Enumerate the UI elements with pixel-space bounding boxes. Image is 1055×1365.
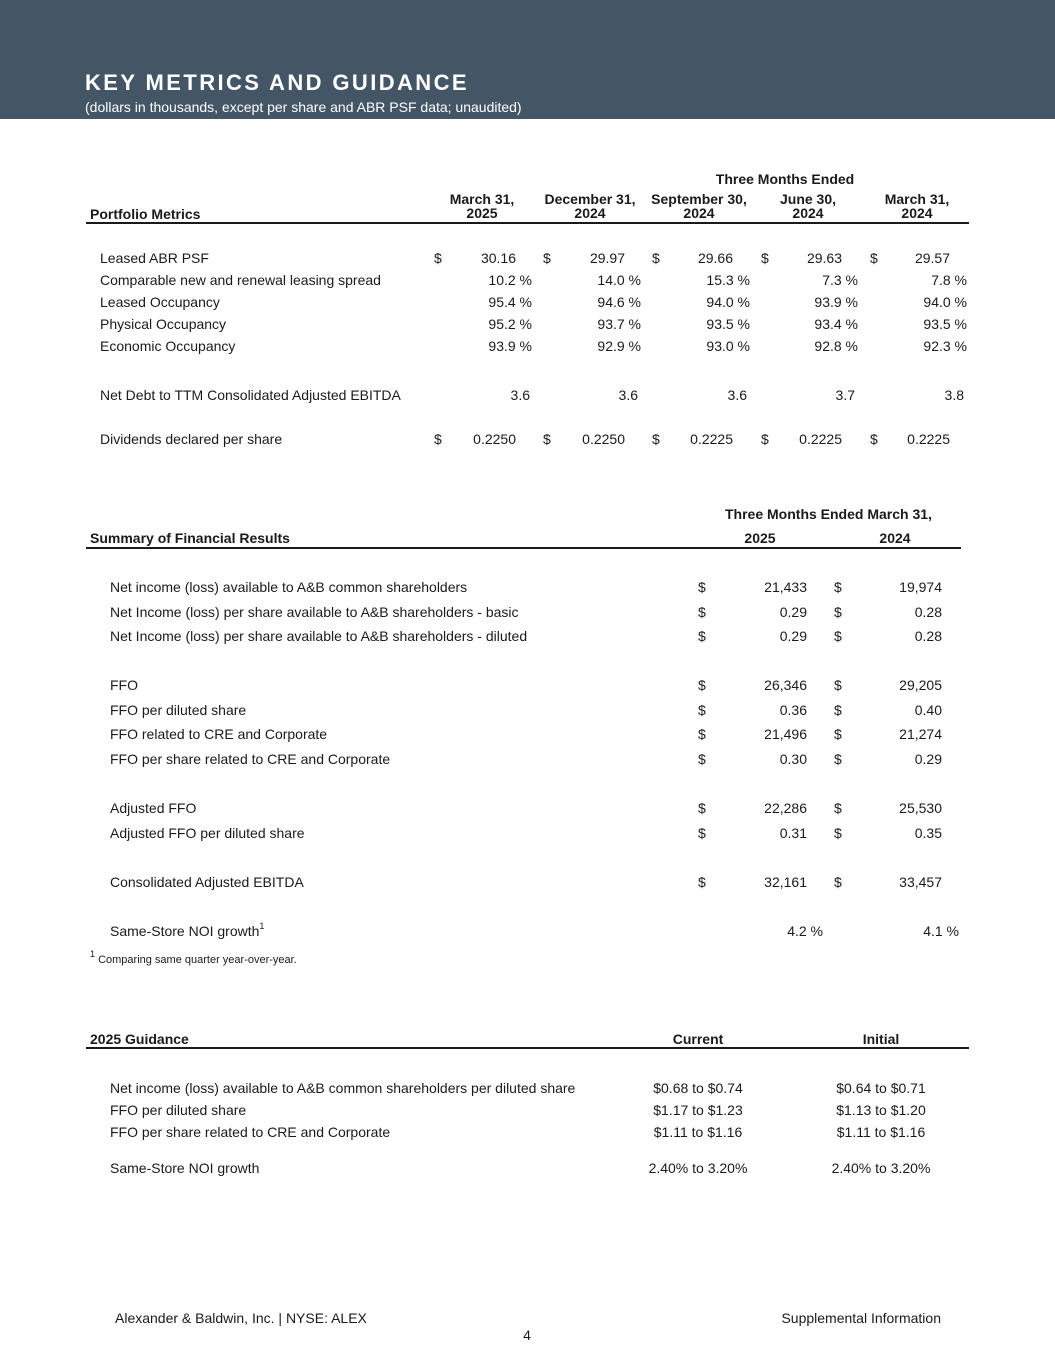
table-row-label: Net income (loss) available to A&B common shareholders per diluted share	[110, 1080, 576, 1096]
table-cell: 0.2250	[582, 431, 625, 447]
table-cell: 7.8 %	[931, 272, 967, 288]
currency-symbol: $	[698, 677, 706, 693]
currency-symbol: $	[698, 825, 706, 841]
portfolio-col-header: September 30, 2024	[651, 191, 747, 221]
table-cell: 93.5 %	[923, 316, 967, 332]
table-cell: 29,205	[899, 677, 942, 693]
currency-symbol: $	[652, 250, 660, 266]
table-row-label: FFO per diluted share	[110, 1102, 247, 1118]
table-cell: 0.2250	[473, 431, 516, 447]
table-cell: 30.16	[480, 250, 516, 266]
table-cell: 0.30	[779, 751, 807, 767]
table-cell: 93.5 %	[706, 316, 750, 332]
table-cell: 94.0 %	[923, 294, 967, 310]
currency-symbol: $	[698, 579, 706, 595]
table-cell: $1.11 to $1.16	[836, 1124, 926, 1140]
table-row-label: FFO per share related to CRE and Corporate	[110, 751, 391, 767]
table-row-label: Net Income (loss) per share available to A&B shareholders - diluted	[110, 628, 528, 644]
table-cell: 0.28	[914, 604, 942, 620]
currency-symbol: $	[834, 579, 842, 595]
table-cell: 3.6	[510, 387, 530, 403]
footnote: $^1$ Comparing same quarter year-over-year.	[90, 949, 297, 966]
table-cell: 95.2 %	[488, 316, 532, 332]
table-row-label: Adjusted FFO per diluted share	[110, 825, 305, 841]
currency-symbol: $	[698, 604, 706, 620]
table-row-label: Consolidated Adjusted EBITDA	[110, 874, 304, 890]
table-row-label: FFO	[110, 677, 138, 693]
table-row-label: Comparable new and renewal leasing spread	[100, 272, 381, 288]
table-cell: 4.1 %	[923, 923, 959, 939]
table-cell: 93.9 %	[488, 338, 532, 354]
table-cell: 29.57	[914, 250, 950, 266]
summary-header-rule	[86, 547, 961, 549]
currency-symbol: $	[834, 825, 842, 841]
table-cell: 92.8 %	[814, 338, 858, 354]
currency-symbol: $	[834, 604, 842, 620]
currency-symbol: $	[698, 628, 706, 644]
table-row-label: Economic Occupancy	[100, 338, 236, 354]
currency-symbol: $	[834, 628, 842, 644]
table-cell: 15.3 %	[706, 272, 750, 288]
table-cell: 92.3 %	[923, 338, 967, 354]
currency-symbol: $	[698, 800, 706, 816]
currency-symbol: $	[834, 751, 842, 767]
table-cell: 93.7 %	[597, 316, 641, 332]
portfolio-col-header: December 31, 2024	[544, 191, 636, 221]
portfolio-col-header: June 30, 2024	[779, 191, 837, 221]
table-cell: 0.40	[914, 702, 942, 718]
table-cell: 0.29	[779, 604, 807, 620]
table-cell: 2.40% to 3.20%	[831, 1160, 931, 1176]
table-row-label: Leased ABR PSF	[100, 250, 209, 266]
table-row-label: Same-Store NOI growth$^1$	[110, 921, 265, 939]
currency-symbol: $	[834, 874, 842, 890]
table-cell: 0.35	[914, 825, 942, 841]
currency-symbol: $	[834, 726, 842, 742]
portfolio-header-rule	[86, 222, 969, 224]
table-cell: 4.2 %	[787, 923, 823, 939]
table-cell: 0.36	[779, 702, 807, 718]
table-cell: 33,457	[899, 874, 942, 890]
table-cell: 94.0 %	[706, 294, 750, 310]
table-cell: $1.17 to $1.23	[653, 1102, 743, 1118]
footer-company: Alexander & Baldwin, Inc. | NYSE: ALEX	[115, 1310, 367, 1326]
table-cell: 0.28	[914, 628, 942, 644]
currency-symbol: $	[870, 431, 878, 447]
table-row-label: Net Debt to TTM Consolidated Adjusted EBITDA	[100, 387, 401, 403]
table-cell: 25,530	[899, 800, 942, 816]
portfolio-col-header: March 31, 2025	[449, 191, 515, 221]
portfolio-col-header: March 31, 2024	[884, 191, 950, 221]
table-cell: 32,161	[764, 874, 807, 890]
table-cell: 21,496	[764, 726, 807, 742]
footnote-ref: 1	[259, 921, 265, 932]
page-number: 4	[523, 1327, 531, 1343]
currency-symbol: $	[834, 702, 842, 718]
table-cell: 29.66	[697, 250, 733, 266]
guidance-col-header: Initial	[862, 1031, 900, 1047]
currency-symbol: $	[698, 751, 706, 767]
table-cell: 0.29	[779, 628, 807, 644]
table-cell: $0.64 to $0.71	[836, 1080, 926, 1096]
portfolio-group-label: Three Months Ended	[715, 171, 855, 187]
summary-col-header: 2025	[744, 530, 776, 546]
table-cell: 93.0 %	[706, 338, 750, 354]
currency-symbol: $	[543, 250, 551, 266]
table-cell: 94.6 %	[597, 294, 641, 310]
table-row-label: Dividends declared per share	[100, 431, 283, 447]
summary-group-label: Three Months Ended March 31,	[725, 506, 932, 522]
table-row-label: FFO per share related to CRE and Corporate	[110, 1124, 391, 1140]
table-row-label: Leased Occupancy	[100, 294, 220, 310]
table-row-label: Physical Occupancy	[100, 316, 227, 332]
currency-symbol: $	[698, 702, 706, 718]
table-cell: 29.63	[806, 250, 842, 266]
currency-symbol: $	[652, 431, 660, 447]
table-row-label: Same-Store NOI growth	[110, 1160, 260, 1176]
table-cell: 10.2 %	[488, 272, 532, 288]
currency-symbol: $	[543, 431, 551, 447]
table-row-label: FFO related to CRE and Corporate	[110, 726, 328, 742]
portfolio-section-title: Portfolio Metrics	[90, 206, 201, 222]
table-cell: 26,346	[764, 677, 807, 693]
table-cell: $0.68 to $0.74	[653, 1080, 743, 1096]
summary-col-header: 2024	[879, 530, 911, 546]
currency-symbol: $	[761, 431, 769, 447]
table-cell: 3.6	[618, 387, 638, 403]
summary-section-title: Summary of Financial Results	[90, 530, 290, 546]
table-cell: 3.6	[727, 387, 747, 403]
table-cell: 0.2225	[690, 431, 733, 447]
table-row-label: Adjusted FFO	[110, 800, 197, 816]
table-row-label: FFO per diluted share	[110, 702, 247, 718]
table-cell: $1.11 to $1.16	[653, 1124, 743, 1140]
table-cell: 19,974	[899, 579, 942, 595]
table-cell: 92.9 %	[597, 338, 641, 354]
currency-symbol: $	[834, 677, 842, 693]
currency-symbol: $	[698, 726, 706, 742]
table-cell: 0.2225	[799, 431, 842, 447]
table-cell: 93.9 %	[814, 294, 858, 310]
table-cell: $1.13 to $1.20	[836, 1102, 926, 1118]
table-row-label: Net income (loss) available to A&B common shareholders	[110, 579, 468, 595]
guidance-header-rule	[86, 1047, 969, 1049]
table-cell: 21,274	[899, 726, 942, 742]
currency-symbol: $	[761, 250, 769, 266]
currency-symbol: $	[434, 431, 442, 447]
table-cell: 3.8	[944, 387, 964, 403]
table-cell: 0.31	[779, 825, 807, 841]
table-cell: 0.2225	[907, 431, 950, 447]
currency-symbol: $	[434, 250, 442, 266]
page-subtitle: (dollars in thousands, except per share and ABR PSF data; unaudited)	[85, 99, 522, 115]
table-cell: 21,433	[764, 579, 807, 595]
currency-symbol: $	[870, 250, 878, 266]
table-cell: 3.7	[835, 387, 855, 403]
table-cell: 0.29	[914, 751, 942, 767]
table-cell: 95.4 %	[488, 294, 532, 310]
currency-symbol: $	[698, 874, 706, 890]
table-cell: 2.40% to 3.20%	[648, 1160, 748, 1176]
page-title: KEY METRICS AND GUIDANCE	[85, 70, 469, 95]
table-cell: 93.4 %	[814, 316, 858, 332]
guidance-col-header: Current	[672, 1031, 724, 1047]
table-cell: 29.97	[589, 250, 625, 266]
table-cell: 14.0 %	[597, 272, 641, 288]
currency-symbol: $	[834, 800, 842, 816]
table-cell: 22,286	[764, 800, 807, 816]
footer-doc-label: Supplemental Information	[781, 1310, 941, 1326]
guidance-section-title: 2025 Guidance	[90, 1031, 189, 1047]
table-cell: 7.3 %	[822, 272, 858, 288]
table-row-label: Net Income (loss) per share available to A&B shareholders - basic	[110, 604, 519, 620]
